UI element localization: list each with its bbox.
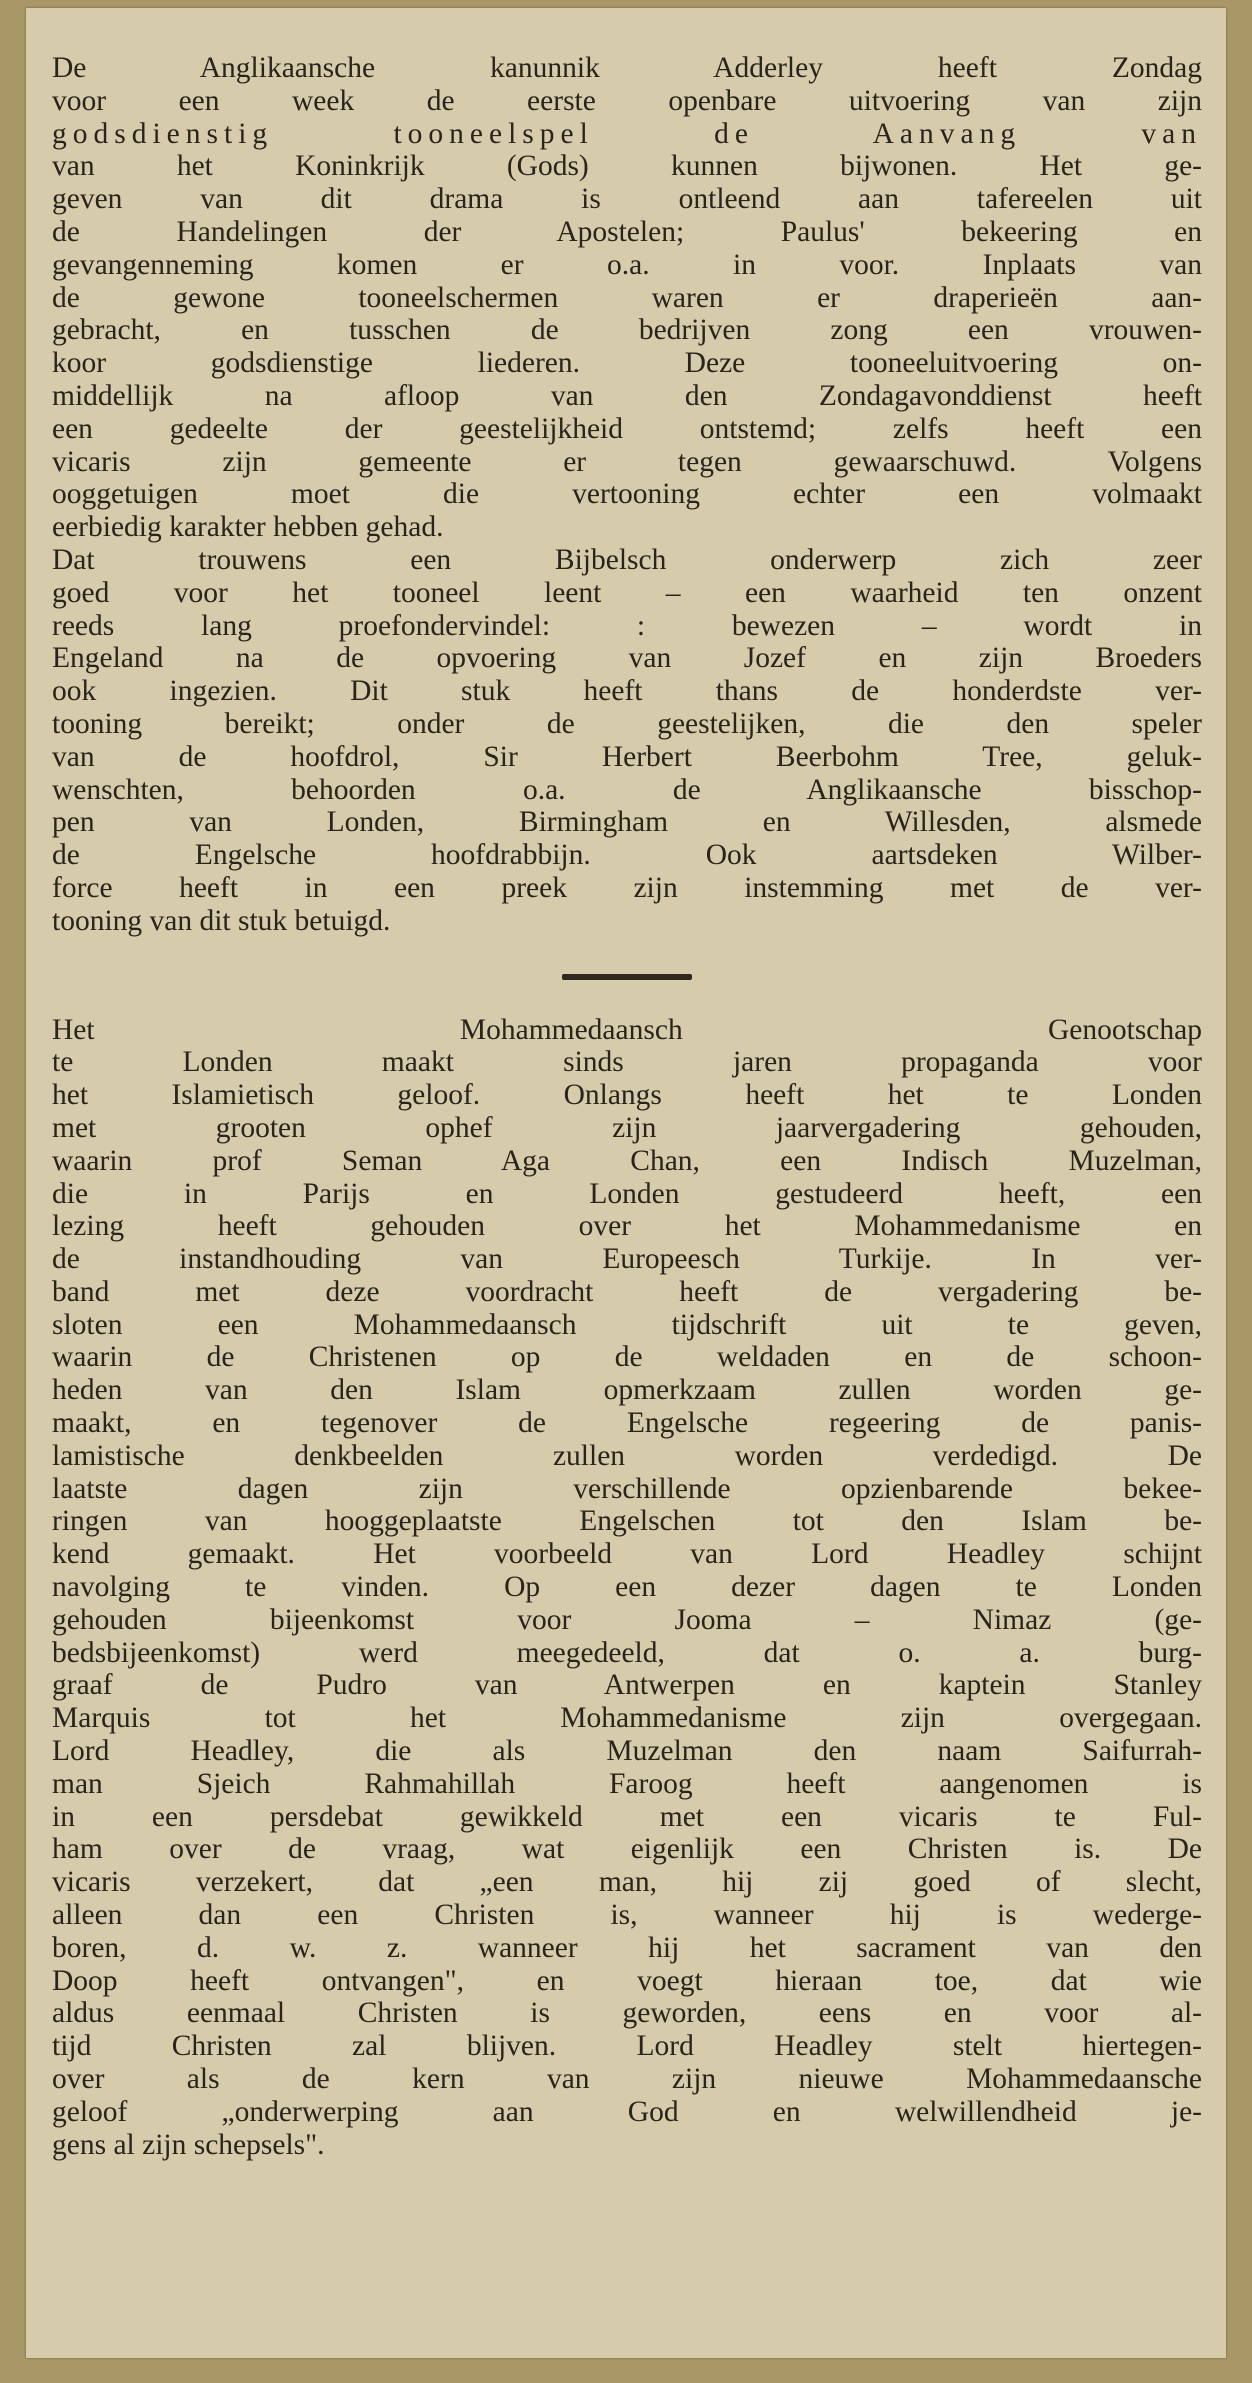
text-line: lezing heeft gehouden over het Mohammedanisme en — [52, 1210, 1202, 1243]
text-line: geloof „onderwerping aan God en welwillendheid je- — [52, 2095, 1202, 2128]
text-line: goed voor het tooneel leent – een waarheid ten onzent — [52, 576, 1202, 609]
text-line: gebracht, en tusschen de bedrijven zong een vrouwen- — [52, 314, 1202, 347]
text-line: gevangenneming komen er o.a. in voor. Inplaats van — [52, 248, 1202, 281]
text-line: boren, d. w. z. wanneer hij het sacrament van den — [52, 1931, 1202, 1964]
text-line: middellijk na afloop van den Zondagavonddienst heeft — [52, 379, 1202, 412]
text-line: graaf de Pudro van Antwerpen en kaptein Stanley — [52, 1669, 1202, 1702]
text-line: de Engelsche hoofdrabbijn. Ook aartsdeken Wilber- — [52, 839, 1202, 872]
text-line: ringen van hooggeplaatste Engelschen tot den Islam be- — [52, 1505, 1202, 1538]
text-line: tooning bereikt; onder de geestelijken, die den speler — [52, 707, 1202, 740]
text-line: lamistische denkbeelden zullen worden verdedigd. De — [52, 1439, 1202, 1472]
text-line: die in Parijs en Londen gestudeerd heeft, een — [52, 1177, 1202, 1210]
text-line: vicaris verzekert, dat „een man, hij zij goed of slecht, — [52, 1866, 1202, 1899]
text-line: Het Mohammedaansch Genootschap — [52, 1013, 1202, 1046]
text-line: het Islamietisch geloof. Onlangs heeft het te Londen — [52, 1079, 1202, 1112]
text-line: Engeland na de opvoering van Jozef en zijn Broeders — [52, 642, 1202, 675]
newspaper-clipping — [26, 8, 1226, 2358]
text-line: eerbiedig karakter hebben gehad. — [52, 511, 444, 544]
text-line: gens al zijn schepsels". — [52, 2128, 325, 2161]
text-line: voor een week de eerste openbare uitvoering van zijn — [52, 84, 1202, 117]
text-line: force heeft in een preek zijn instemming met de ver- — [52, 871, 1202, 904]
text-line: De Anglikaansche kanunnik Adderley heeft Zondag — [52, 52, 1202, 84]
text-line: waarin de Christenen op de weldaden en de schoon- — [52, 1341, 1202, 1374]
text-line: koor godsdienstige liederen. Deze tooneeluitvoering on- — [52, 347, 1202, 380]
text-line: te Londen maakt sinds jaren propaganda voor — [52, 1046, 1202, 1079]
text-line: bedsbijeenkomst) werd meegedeeld, dat o. a. burg- — [52, 1636, 1202, 1669]
text-line: de Handelingen der Apostelen; Paulus' bekeering en — [52, 215, 1202, 248]
text-line: een gedeelte der geestelijkheid ontstemd; zelfs heeft een — [52, 412, 1202, 445]
text-line: tijd Christen zal blijven. Lord Headley stelt hiertegen- — [52, 2030, 1202, 2063]
text-line: van de hoofdrol, Sir Herbert Beerbohm Tree, geluk- — [52, 740, 1202, 773]
text-line: kend gemaakt. Het voorbeeld van Lord Headley schijnt — [52, 1538, 1202, 1571]
text-line: van het Koninkrijk (Gods) kunnen bijwonen. Het ge- — [52, 150, 1202, 183]
text-line: band met deze voordracht heeft de vergadering be- — [52, 1275, 1202, 1308]
article-mohammedaansch-genootschap — [52, 1014, 1202, 2162]
text-line: man Sjeich Rahmahillah Faroog heeft aangenomen is — [52, 1767, 1202, 1800]
text-line: tooning van dit stuk betuigd. — [52, 904, 391, 937]
text-line: over als de kern van zijn nieuwe Mohammedaansche — [52, 2063, 1202, 2096]
text-line: pen van Londen, Birmingham en Willesden, alsmede — [52, 806, 1202, 839]
text-line: laatste dagen zijn verschillende opzienbarende bekee- — [52, 1472, 1202, 1505]
article-adderley-paragraph-1 — [52, 52, 1202, 544]
text-line: aldus eenmaal Christen is geworden, eens en voor al- — [52, 1997, 1202, 2030]
text-line: vicaris zijn gemeente er tegen gewaarschuwd. Volgens — [52, 445, 1202, 478]
clipping-text — [52, 52, 1202, 2161]
text-line: ooggetuigen moet die vertooning echter een volmaakt — [52, 478, 1202, 511]
article-divider — [562, 974, 692, 980]
text-line: Dat trouwens een Bijbelsch onderwerp zich zeer — [52, 543, 1202, 576]
text-line: gehouden bijeenkomst voor Jooma – Nimaz (ge- — [52, 1603, 1202, 1636]
text-line: in een persdebat gewikkeld met een vicaris te Ful- — [52, 1800, 1202, 1833]
text-line: navolging te vinden. Op een dezer dagen te Londen — [52, 1571, 1202, 1604]
text-line: ham over de vraag, wat eigenlijk een Christen is. De — [52, 1833, 1202, 1866]
text-line: wenschten, behoorden o.a. de Anglikaansche bisschop- — [52, 773, 1202, 806]
text-line: de gewone tooneelschermen waren er draperieën aan- — [52, 281, 1202, 314]
text-line: sloten een Mohammedaansch tijdschrift uit te geven, — [52, 1308, 1202, 1341]
text-line: heden van den Islam opmerkzaam zullen worden ge- — [52, 1374, 1202, 1407]
text-line: maakt, en tegenover de Engelsche regeering de panis- — [52, 1407, 1202, 1440]
text-line: godsdienstig tooneelspel de Aanvang van — [52, 117, 1202, 150]
text-line: alleen dan een Christen is, wanneer hij is wederge- — [52, 1899, 1202, 1932]
text-line: Doop heeft ontvangen", en voegt hieraan toe, dat wie — [52, 1964, 1202, 1997]
text-line: Marquis tot het Mohammedanisme zijn overgegaan. — [52, 1702, 1202, 1735]
text-line: geven van dit drama is ontleend aan tafereelen uit — [52, 183, 1202, 216]
text-line: Lord Headley, die als Muzelman den naam Saifurrah- — [52, 1735, 1202, 1768]
text-line: waarin prof Seman Aga Chan, een Indisch Muzelman, — [52, 1144, 1202, 1177]
text-line: ook ingezien. Dit stuk heeft thans de honderdste ver- — [52, 675, 1202, 708]
text-line: met grooten ophef zijn jaarvergadering gehouden, — [52, 1111, 1202, 1144]
text-line: de instandhouding van Europeesch Turkije. In ver- — [52, 1243, 1202, 1276]
article-adderley-paragraph-2 — [52, 544, 1202, 938]
text-line: reeds lang proefondervindel: : bewezen – wordt in — [52, 609, 1202, 642]
